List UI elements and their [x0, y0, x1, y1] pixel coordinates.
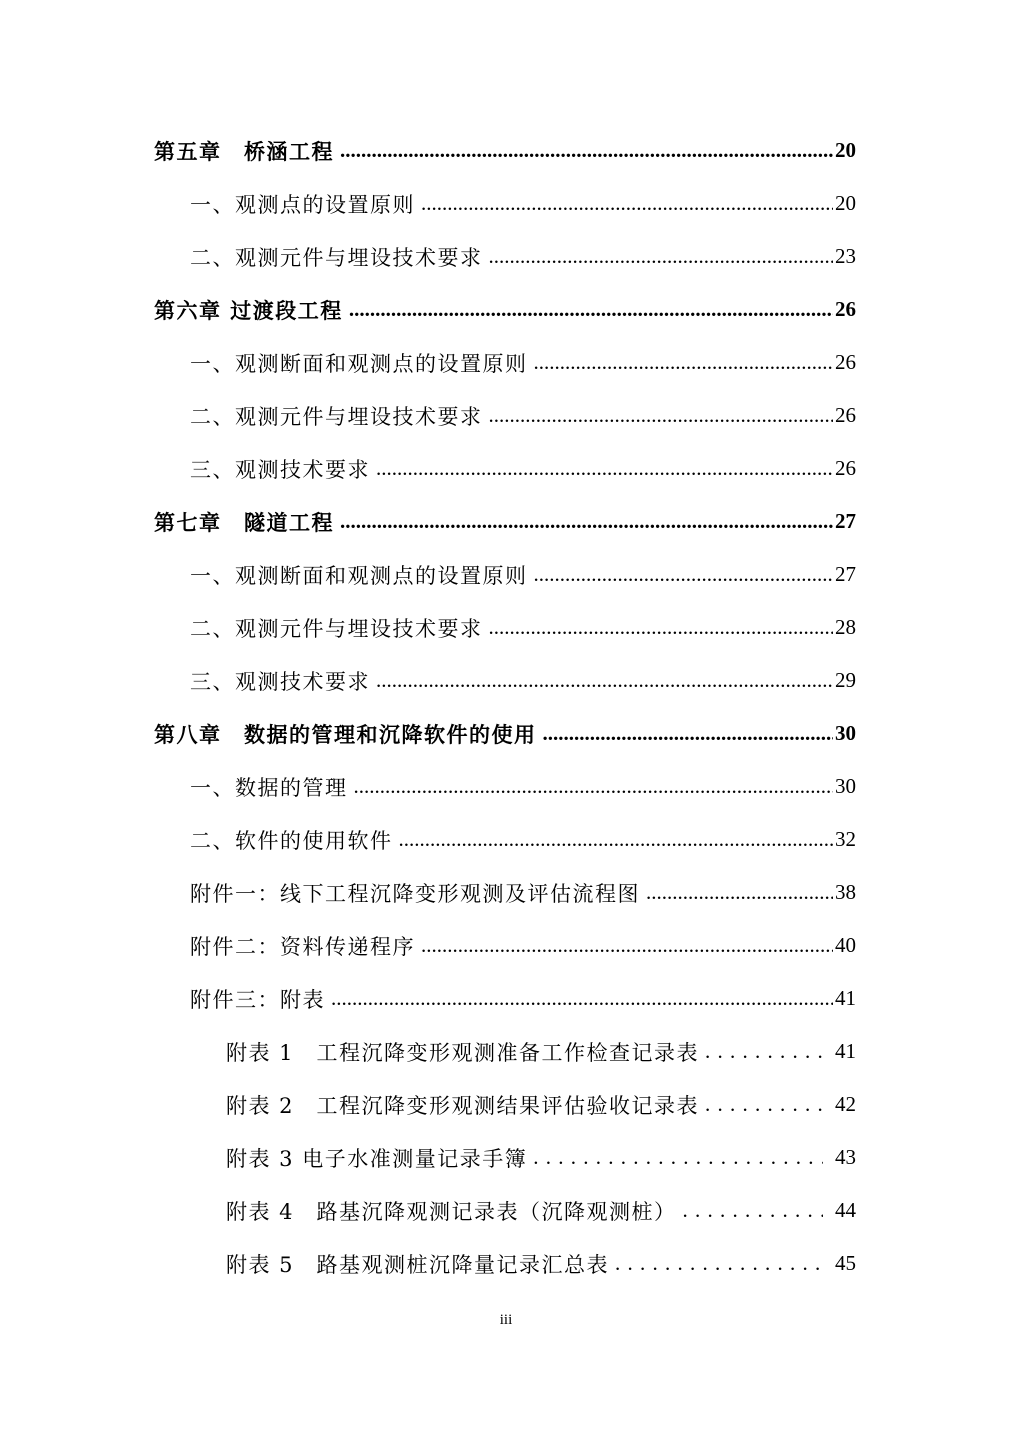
dot-leader	[705, 1039, 823, 1064]
toc-entry-page-number: 45	[835, 1251, 856, 1275]
toc-entry-label: 二、观测元件与埋设技术要求	[190, 616, 483, 641]
dot-leader	[489, 244, 834, 269]
toc-entry-page-number: 26	[835, 403, 856, 427]
toc-entry-table-item[interactable]	[0, 1237, 1012, 1290]
toc-entry-section[interactable]	[0, 813, 1012, 866]
toc-entry-section[interactable]	[0, 177, 1012, 230]
dot-leader	[399, 827, 834, 852]
toc-entry-label: 附表 4 路基沉降观测记录表（沉降观测桩）	[226, 1199, 677, 1224]
toc-entry-page-number: 27	[835, 562, 856, 586]
toc-entry-table-item[interactable]	[0, 1184, 1012, 1237]
toc-entry-section[interactable]	[0, 230, 1012, 283]
toc-entry-label: 附表 2 工程沉降变形观测结果评估验收记录表	[226, 1093, 700, 1118]
toc-entry-section[interactable]	[0, 442, 1012, 495]
toc-entry-page-number: 27	[835, 509, 856, 533]
toc-entry-chapter[interactable]	[0, 495, 1012, 548]
toc-entry-page-number: 26	[835, 350, 856, 374]
dot-leader	[421, 191, 833, 216]
toc-entry-section[interactable]	[0, 919, 1012, 972]
toc-entry-section[interactable]	[0, 336, 1012, 389]
toc-entry-section[interactable]	[0, 548, 1012, 601]
toc-entry-label: 附表 5 路基观测桩沉降量记录汇总表	[226, 1252, 610, 1277]
dot-leader	[340, 138, 833, 163]
toc-entry-page-number: 26	[835, 297, 856, 321]
dot-leader	[489, 403, 834, 428]
toc-entry-label: 第五章 桥涵工程	[154, 138, 334, 164]
dot-leader	[331, 986, 833, 1011]
dot-leader	[533, 1145, 823, 1170]
toc-entry-page-number: 20	[835, 138, 856, 162]
dot-leader	[543, 721, 834, 746]
toc-entry-chapter[interactable]	[0, 283, 1012, 336]
toc-entry-table-item[interactable]	[0, 1131, 1012, 1184]
dot-leader	[421, 933, 833, 958]
toc-entry-section[interactable]	[0, 654, 1012, 707]
dot-leader	[683, 1198, 823, 1223]
table-of-contents	[0, 124, 1012, 1290]
toc-entry-page-number: 38	[835, 880, 856, 904]
toc-entry-page-number: 40	[835, 933, 856, 957]
dot-leader	[376, 668, 833, 693]
dot-leader	[534, 350, 834, 375]
toc-entry-table-item[interactable]	[0, 1025, 1012, 1078]
toc-entry-label: 一、观测点的设置原则	[190, 192, 415, 217]
toc-entry-label: 二、观测元件与埋设技术要求	[190, 245, 483, 270]
toc-entry-page-number: 28	[835, 615, 856, 639]
toc-entry-label: 三、观测技术要求	[190, 457, 370, 482]
toc-entry-label: 附表 1 工程沉降变形观测准备工作检查记录表	[226, 1040, 700, 1065]
toc-entry-page-number: 41	[835, 1039, 856, 1063]
toc-entry-label: 第七章 隧道工程	[154, 509, 334, 535]
toc-entry-page-number: 42	[835, 1092, 856, 1116]
dot-leader	[615, 1251, 823, 1276]
toc-entry-chapter[interactable]	[0, 707, 1012, 760]
toc-entry-chapter[interactable]	[0, 124, 1012, 177]
toc-entry-page-number: 30	[835, 774, 856, 798]
toc-entry-page-number: 26	[835, 456, 856, 480]
dot-leader	[646, 880, 833, 905]
toc-entry-page-number: 29	[835, 668, 856, 692]
toc-entry-page-number: 30	[835, 721, 856, 745]
toc-entry-section[interactable]	[0, 972, 1012, 1025]
toc-entry-label: 附表 3 电子水准测量记录手簿	[226, 1146, 528, 1171]
toc-entry-label: 一、观测断面和观测点的设置原则	[190, 351, 528, 376]
dot-leader	[534, 562, 834, 587]
dot-leader	[489, 615, 834, 640]
toc-entry-section[interactable]	[0, 866, 1012, 919]
toc-entry-section[interactable]	[0, 601, 1012, 654]
toc-entry-label: 三、观测技术要求	[190, 669, 370, 694]
toc-entry-page-number: 41	[835, 986, 856, 1010]
toc-entry-label: 二、软件的使用软件	[190, 828, 393, 853]
dot-leader	[354, 774, 834, 799]
toc-entry-section[interactable]	[0, 389, 1012, 442]
toc-entry-label: 二、观测元件与埋设技术要求	[190, 404, 483, 429]
toc-entry-page-number: 32	[835, 827, 856, 851]
dot-leader	[340, 509, 833, 534]
toc-entry-label: 附件一：线下工程沉降变形观测及评估流程图	[190, 881, 640, 906]
dot-leader	[705, 1092, 823, 1117]
toc-entry-label: 附件三：附表	[190, 987, 325, 1012]
toc-entry-label: 附件二：资料传递程序	[190, 934, 415, 959]
dot-leader	[349, 297, 833, 322]
page-number: iii	[499, 1312, 513, 1328]
toc-entry-page-number: 43	[835, 1145, 856, 1169]
toc-entry-page-number: 23	[835, 244, 856, 268]
toc-entry-label: 一、数据的管理	[190, 775, 348, 800]
toc-entry-label: 一、观测断面和观测点的设置原则	[190, 563, 528, 588]
toc-entry-page-number: 44	[835, 1198, 856, 1222]
toc-entry-label: 第六章 过渡段工程	[154, 297, 343, 323]
dot-leader	[376, 456, 833, 481]
toc-entry-table-item[interactable]	[0, 1078, 1012, 1131]
toc-entry-label: 第八章 数据的管理和沉降软件的使用	[154, 721, 537, 747]
toc-entry-section[interactable]	[0, 760, 1012, 813]
toc-entry-page-number: 20	[835, 191, 856, 215]
